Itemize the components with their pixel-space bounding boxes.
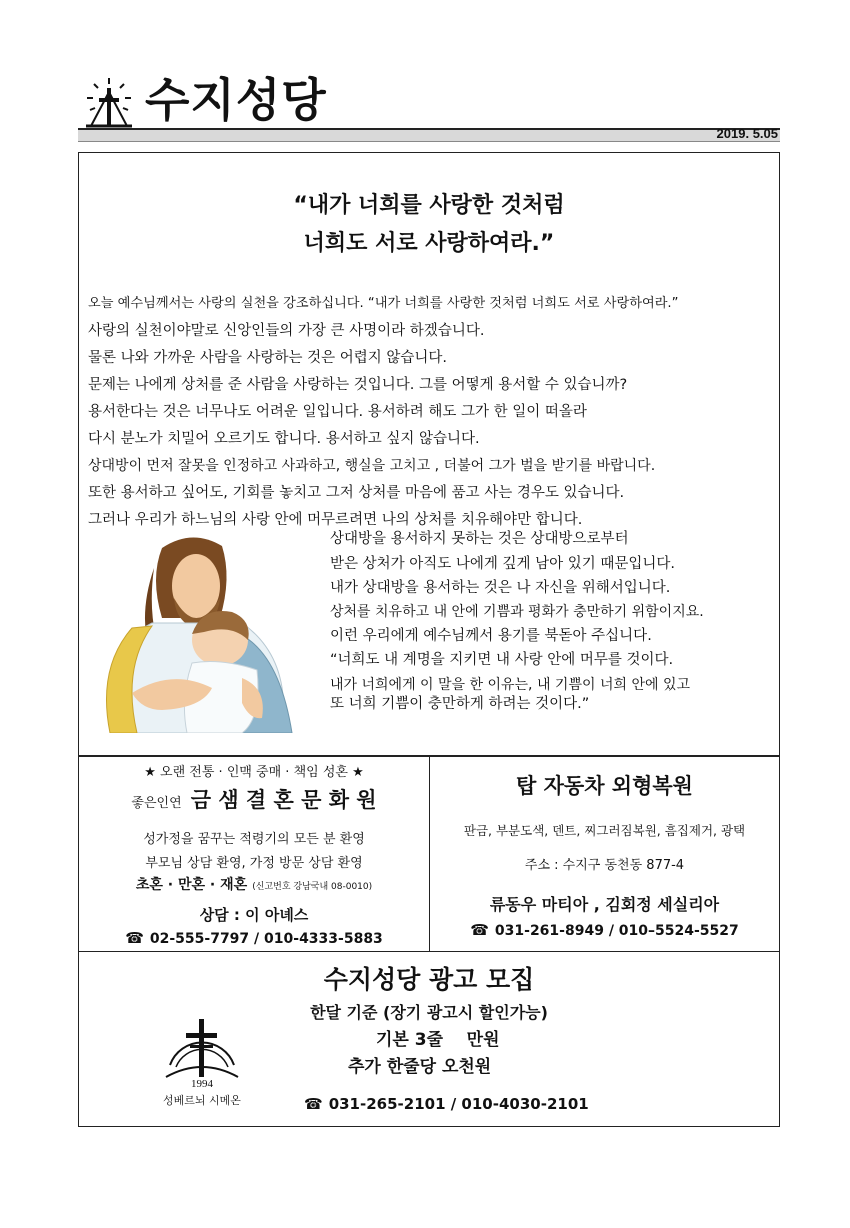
phone-row bbox=[78, 929, 430, 947]
agency-name: 금 샘 결 혼 문 화 원 bbox=[190, 788, 377, 812]
ad-line: 부모님 상담 환영, 가정 방문 상담 환영 bbox=[145, 856, 363, 871]
recruit-title: 수지성당 광고 모집 bbox=[323, 965, 535, 994]
phone-numbers: 031-261-8949 / 010–5524-5527 bbox=[494, 923, 739, 939]
jesus-embrace-illustration bbox=[92, 528, 312, 733]
homily-right-line: 받은 상처가 아직도 나에게 깊게 남아 있기 때문입니다. bbox=[330, 556, 676, 572]
agency-name-row bbox=[78, 784, 430, 814]
shop-services: 판금, 부분도색, 덴트, 찌그러짐복원, 흠집제거, 광택 bbox=[463, 823, 746, 838]
telephone-icon: ☎ bbox=[470, 921, 489, 939]
telephone-icon: ☎ bbox=[304, 1095, 323, 1113]
seal-year: 1994 bbox=[191, 1078, 213, 1090]
marriage-types-row bbox=[78, 874, 430, 894]
agency-prefix: 좋은인연 bbox=[131, 796, 182, 811]
shop-name: 탑 자동차 외형복원 bbox=[516, 774, 693, 798]
homily-right-line: 이런 우리에게 예수님께서 용기를 북돋아 주십니다. bbox=[330, 628, 652, 644]
seal-text: 성베르뇌 시메온 bbox=[163, 1094, 241, 1107]
phone-row bbox=[304, 1095, 589, 1113]
shop-owners: 류동우 마티아 , 김회정 세실리아 bbox=[489, 895, 720, 914]
page-title: 수지성당 bbox=[145, 73, 327, 127]
homily-right-line: 내가 너희에게 이 말을 한 이유는, 내 기쁨이 너희 안에 있고 bbox=[330, 677, 691, 693]
recruit-line: 한달 기준 (장기 광고시 할인가능) bbox=[310, 1003, 548, 1022]
homily-right-line: 내가 상대방을 용서하는 것은 나 자신을 위해서입니다. bbox=[330, 580, 671, 596]
homily-line: 사랑의 실천이야말로 신앙인들의 가장 큰 사명이라 하겠습니다. bbox=[88, 323, 485, 339]
phone-row bbox=[429, 921, 780, 939]
homily-right-line: 또 너희 기쁨이 충만하게 하려는 것이다.” bbox=[330, 696, 590, 712]
quote-line-2: 너희도 서로 사랑하여라.” bbox=[303, 231, 555, 256]
homily-line: 상대방이 먼저 잘못을 인정하고 사과하고, 행실을 고치고 , 더불어 그가 벌을 받기를 바랍니다. bbox=[88, 458, 656, 474]
homily-line: 용서한다는 것은 너무나도 어려운 일입니다. 용서하려 해도 그가 한 일이 떠올라 bbox=[88, 404, 587, 420]
issue-date: 2019. 5.05 bbox=[716, 126, 778, 141]
parish-seal-icon bbox=[160, 1015, 244, 1079]
marriage-types: 초혼 · 만혼 · 재혼 bbox=[135, 877, 248, 893]
consultant: 상담 : 이 아녜스 bbox=[199, 906, 309, 924]
homily-line: 물론 나와 가까운 사람을 사랑하는 것은 어렵지 않습니다. bbox=[88, 350, 448, 366]
homily-line: 그러나 우리가 하느님의 사랑 안에 머무르려면 나의 상처를 치유해야만 합니다. bbox=[88, 512, 583, 528]
quote-line-1: “내가 너희를 사랑한 것처럼 bbox=[293, 193, 565, 218]
homily-line: 또한 용서하고 싶어도, 기회를 놓치고 그저 상처를 마음에 품고 사는 경우도 있습니다. bbox=[88, 485, 625, 501]
phone-numbers: 02-555-7797 / 010-4333-5883 bbox=[149, 931, 383, 947]
registration-number: (신고번호 강남국내 08-0010) bbox=[252, 882, 373, 892]
homily-line: 다시 분노가 치밀어 오르기도 합니다. 용서하고 싶지 않습니다. bbox=[88, 431, 480, 447]
shop-address: 주소 : 수지구 동천동 877-4 bbox=[524, 858, 685, 873]
homily-right-line: 상처를 치유하고 내 안에 기쁨과 평화가 충만하기 위함이지요. bbox=[330, 604, 704, 620]
recruit-line: 추가 한줄당 오천원 bbox=[348, 1057, 492, 1077]
ad-tagline: ★ 오랜 전통 · 인맥 중매 · 책임 성혼 ★ bbox=[144, 765, 364, 780]
phone-numbers: 031-265-2101 / 010-4030-2101 bbox=[328, 1095, 589, 1113]
homily-right-line: “너희도 내 계명을 지키면 내 사랑 안에 머무를 것이다. bbox=[330, 652, 674, 668]
homily-line: 오늘 예수님께서는 사랑의 실천을 강조하십니다. “내가 너희를 사랑한 것처럼 너희도 서로 사랑하여라.” bbox=[88, 296, 679, 311]
homily-line: 문제는 나에게 상처를 준 사람을 사랑하는 것입니다. 그를 어떻게 용서할 수 있습니까? bbox=[88, 377, 628, 393]
ad-line: 성가정을 꿈꾸는 적령기의 모든 분 환영 bbox=[143, 832, 365, 847]
telephone-icon: ☎ bbox=[125, 929, 144, 947]
recruit-line: 기본 3줄 만원 bbox=[376, 1030, 500, 1050]
homily-right-line: 상대방을 용서하지 못하는 것은 상대방으로부터 bbox=[330, 531, 629, 547]
church-logo-icon bbox=[82, 74, 136, 128]
